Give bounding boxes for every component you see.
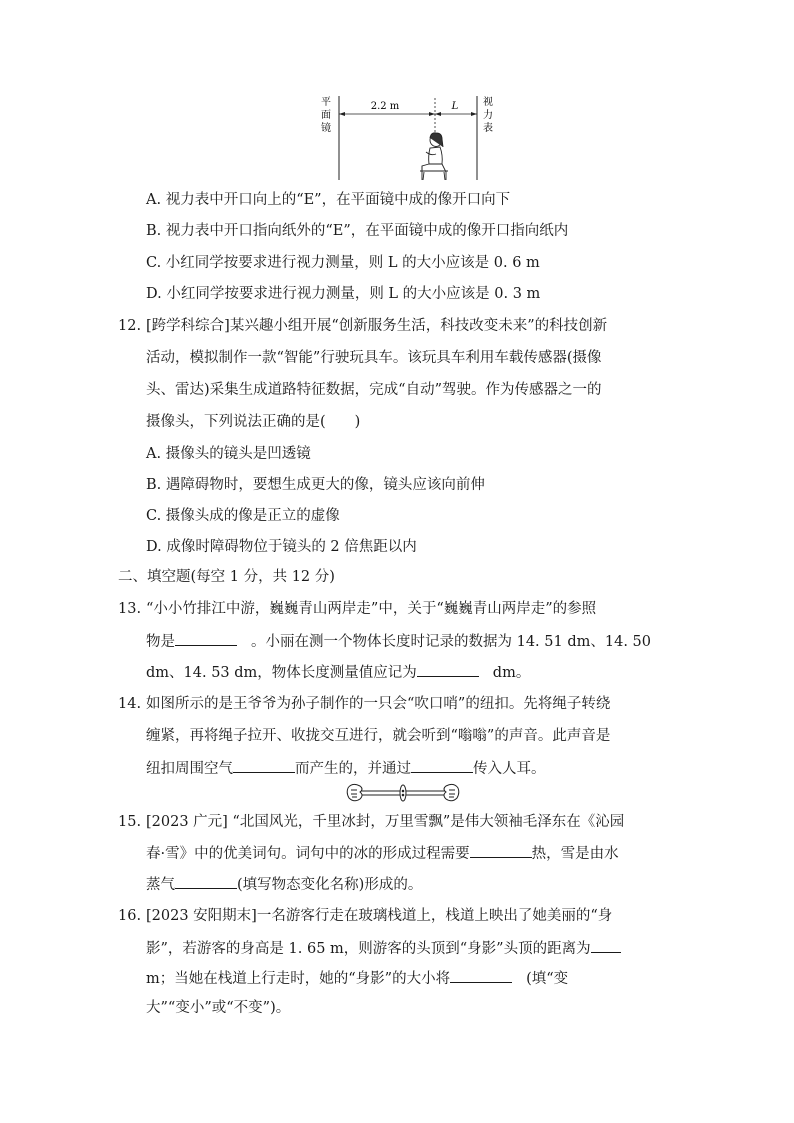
q15-blank-2[interactable] [175, 874, 237, 889]
q11-option-d: D. 小红同学按要求进行视力测量，则 L 的大小应该是 0. 3 m [146, 286, 541, 302]
q16-blank-2[interactable] [450, 968, 512, 983]
section-2-heading: 二、填空题(每空 1 分，共 12 分) [118, 569, 335, 585]
q15-line-3 [146, 874, 422, 895]
chart-label-char-2: 力 [483, 110, 493, 121]
q14-line-3-text-b: 而产生的，并通过 [295, 761, 411, 777]
q15-line-3-text-a: 蒸气 [146, 877, 175, 893]
q15-line-2-text-b: 热，雪是由水 [531, 846, 619, 862]
q11-option-a: A. 视力表中开口向上的“E”，在平面镜中成的像开口向下 [146, 192, 511, 208]
q16-blank-1[interactable] [591, 938, 621, 953]
q13-line-2-text-a: 物是 [146, 634, 175, 650]
q13-blank-1[interactable] [175, 631, 237, 646]
q14-number: 14. [118, 696, 142, 712]
q15-blank-1[interactable] [470, 843, 532, 858]
q16-line-3 [146, 968, 568, 989]
q12-line-2: 活动，模拟制作一款“智能”行驶玩具车。该玩具车利用车载传感器(摄像 [146, 350, 602, 366]
q15-line-2 [146, 843, 619, 864]
q13-line-3-text-b: dm。 [492, 665, 531, 681]
q13-line-2 [146, 631, 651, 652]
mirror-label-char-3: 镜 [321, 123, 331, 134]
seated-girl-icon [420, 133, 448, 180]
q12-option-c: C. 摄像头成的像是正立的虚像 [146, 508, 340, 524]
q14-blank-2[interactable] [411, 758, 473, 773]
button-whistle-figure [346, 780, 460, 806]
q15-number: 15. [118, 814, 142, 830]
q15-line-3-text-b: (填写物态变化名称)形成的。 [237, 877, 423, 893]
q12-number: 12. [118, 318, 142, 334]
q12-option-b: B. 遇障碍物时，要想生成更大的像，镜头应该向前伸 [146, 477, 485, 493]
mirror-label-char-2: 面 [321, 110, 331, 121]
q13-line-3-text-a: dm、14. 53 dm，物体长度测量值应记为 [146, 665, 417, 681]
q13-blank-2[interactable] [417, 662, 479, 677]
q14-line-3 [146, 758, 546, 779]
q14-line-2: 缠紧，再将绳子拉开、收拢交互进行，就会听到“嗡嗡”的声音。此声音是 [146, 728, 611, 744]
q12-line-1: [跨学科综合]某兴趣小组开展“创新服务生活，科技改变未来”的科技创新 [146, 318, 608, 334]
l-label: L [451, 101, 459, 112]
q15-line-1: [2023 广元] “北国风光，千里冰封，万里雪飘”是伟大领袖毛泽东在《沁园 [146, 814, 625, 830]
q16-line-2-text-a: 影”，若游客的身高是 1. 65 m，则游客的头顶到“身影”头顶的距离为 [146, 941, 591, 957]
distance-label: 2.2 m [370, 101, 400, 112]
q11-option-b: B. 视力表中开口指向纸外的“E”，在平面镜中成的像开口指向纸内 [146, 223, 569, 239]
chart-label-char-3: 表 [483, 123, 493, 134]
q12-option-d: D. 成像时障碍物位于镜头的 2 倍焦距以内 [146, 539, 417, 555]
q12-line-3: 头、雷达)采集生成道路特征数据，完成“自动”驾驶。作为传感器之一的 [146, 382, 602, 398]
q16-line-1: [2023 安阳期末]一名游客行走在玻璃栈道上，栈道上映出了她美丽的“身 [146, 908, 613, 924]
q15-line-2-text-a: 春·雪》中的优美词句。词句中的冰的形成过程需要 [146, 846, 470, 862]
mirror-label-char-1: 平 [321, 97, 331, 108]
q16-line-3-text-a: m；当她在栈道上行走时，她的“身影”的大小将 [146, 971, 451, 987]
q14-line-3-text-c: 传入人耳。 [473, 761, 546, 777]
q16-number: 16. [118, 908, 142, 924]
q14-line-1: 如图所示的是王爷爷为孙子制作的一只会“吹口哨”的纽扣。先将绳子转绕 [146, 696, 611, 712]
mirror-vision-chart-figure [318, 92, 500, 182]
chart-label-char-1: 视 [483, 97, 493, 108]
q13-line-2-text-b: 。小丽在测一个物体长度时记录的数据为 14. 51 dm、14. 50 [251, 634, 651, 650]
q12-option-a: A. 摄像头的镜头是凹透镜 [146, 446, 311, 462]
q13-number: 13. [118, 601, 142, 617]
q14-line-3-text-a: 纽扣周围空气 [146, 761, 233, 777]
q13-line-1: “小小竹排江中游，巍巍青山两岸走”中，关于“巍巍青山两岸走”的参照 [146, 601, 597, 617]
q16-line-4: 大”“变小”或“不变”)。 [146, 1000, 291, 1016]
q16-line-3-text-b: (填“变 [526, 971, 569, 987]
q16-line-2 [146, 938, 621, 959]
q13-line-3 [146, 662, 530, 683]
q12-line-4: 摄像头，下列说法正确的是( ) [146, 414, 361, 430]
q14-blank-1[interactable] [233, 758, 295, 773]
q11-option-c: C. 小红同学按要求进行视力测量，则 L 的大小应该是 0. 6 m [146, 255, 540, 271]
